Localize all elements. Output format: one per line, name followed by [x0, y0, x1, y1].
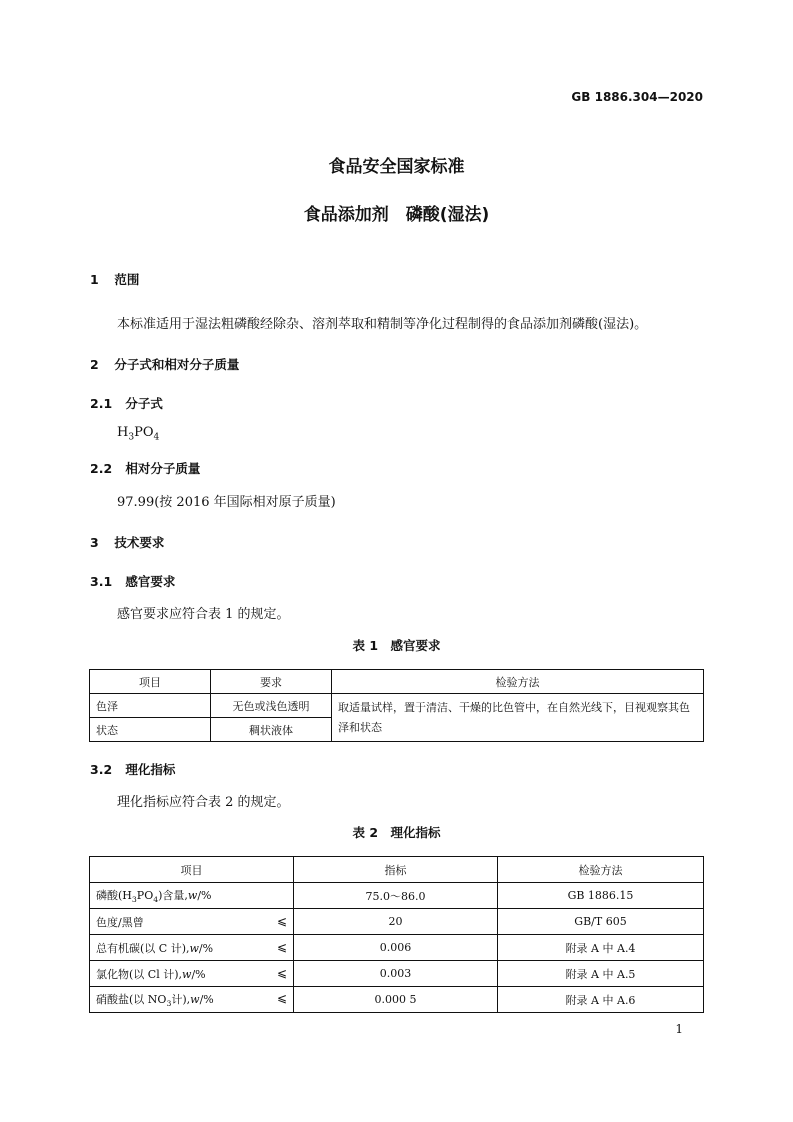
section-number: 3	[90, 535, 99, 550]
section-3-2-heading	[90, 760, 175, 778]
method-cell: 附录 A 中 A.5	[498, 961, 704, 987]
item-text: 总有机碳(以 C 计),	[96, 941, 190, 955]
section-3-1-heading	[90, 572, 175, 590]
item-text: 磷酸(H	[96, 888, 132, 902]
method-cell: 取适量试样，置于清洁、干燥的比色管中，在自然光线下，目视观察其色泽和状态	[332, 694, 704, 742]
section-number: 3.2	[90, 762, 113, 777]
item-symbol: w	[182, 967, 192, 981]
section-number: 2.1	[90, 396, 113, 411]
molecular-weight: 97.99(按 2016 年国际相对原子质量)	[117, 495, 336, 510]
section-3-2-text: 理化指标应符合表 2 的规定。	[117, 795, 290, 810]
physicochemical-table	[89, 856, 704, 1013]
item-text: PO	[136, 888, 154, 902]
section-2-2-heading	[90, 459, 200, 477]
column-header: 要求	[211, 670, 332, 694]
section-title: 相对分子质量	[125, 461, 201, 476]
document-title: 食品安全国家标准	[328, 157, 465, 177]
column-header: 项目	[90, 670, 211, 694]
section-title: 技术要求	[114, 535, 165, 550]
table-header-row	[90, 670, 704, 694]
section-title: 范围	[114, 272, 140, 287]
item-text: 计),	[171, 992, 191, 1006]
leq-symbol: ⩽	[276, 965, 287, 980]
item-cell	[90, 961, 294, 987]
value-cell: 0.000 5	[294, 987, 498, 1013]
item-symbol: w	[189, 941, 199, 955]
formula-part: H	[117, 425, 129, 440]
section-2-heading	[90, 355, 239, 373]
table-1-caption: 表 1 感官要求	[352, 638, 441, 653]
value-cell: 0.003	[294, 961, 498, 987]
item-cell: 状态	[90, 718, 211, 742]
table-row	[90, 883, 704, 909]
section-number: 2	[90, 357, 99, 372]
item-text: /%	[191, 967, 206, 981]
leq-symbol: ⩽	[276, 990, 287, 1005]
section-title: 分子式	[125, 396, 163, 411]
requirement-cell: 无色或浅色透明	[211, 694, 332, 718]
table-row	[90, 961, 704, 987]
column-header: 检验方法	[332, 670, 704, 694]
method-cell: GB 1886.15	[498, 883, 704, 909]
section-1-text: 本标准适用于湿法粗磷酸经除杂、溶剂萃取和精制等净化过程制得的食品添加剂磷酸(湿法)。	[117, 317, 648, 332]
item-cell	[90, 909, 294, 935]
section-3-heading	[90, 533, 164, 551]
section-1-heading	[90, 270, 139, 288]
leq-symbol: ⩽	[276, 939, 287, 954]
section-title: 感官要求	[125, 574, 176, 589]
column-header: 指标	[294, 857, 498, 883]
section-number: 3.1	[90, 574, 113, 589]
sensory-requirements-table	[89, 669, 704, 742]
formula-part: PO	[134, 425, 154, 440]
requirement-cell: 稠状液体	[211, 718, 332, 742]
item-symbol: w	[187, 888, 198, 902]
section-title: 理化指标	[125, 762, 176, 777]
value-cell: 20	[294, 909, 498, 935]
table-2-caption: 表 2 理化指标	[352, 825, 441, 840]
standard-code: GB 1886.304—2020	[571, 90, 703, 104]
leq-symbol: ⩽	[276, 913, 287, 928]
table-header-row	[90, 857, 704, 883]
molecular-formula	[117, 425, 159, 443]
item-text: /%	[198, 941, 214, 955]
item-cell	[90, 883, 294, 909]
document-subtitle: 食品添加剂 磷酸(湿法)	[303, 205, 490, 225]
section-number: 2.2	[90, 461, 113, 476]
page-number: 1	[675, 1022, 683, 1036]
item-text: /%	[197, 888, 212, 902]
section-number: 1	[90, 272, 99, 287]
item-cell: 色泽	[90, 694, 211, 718]
column-header: 检验方法	[498, 857, 704, 883]
formula-subscript: 4	[153, 432, 160, 443]
value-cell: 75.0～86.0	[294, 883, 498, 909]
item-text: )含量,	[158, 888, 188, 902]
formula-subscript: 3	[128, 432, 135, 443]
section-2-1-heading	[90, 394, 163, 412]
item-text: /%	[199, 992, 214, 1006]
section-title: 分子式和相对分子质量	[114, 357, 240, 372]
method-cell: GB/T 605	[498, 909, 704, 935]
table-row	[90, 935, 704, 961]
column-header: 项目	[90, 857, 294, 883]
value-cell: 0.006	[294, 935, 498, 961]
section-3-1-text: 感官要求应符合表 1 的规定。	[117, 607, 290, 622]
method-cell: 附录 A 中 A.6	[498, 987, 704, 1013]
table-row	[90, 987, 704, 1013]
item-subscript: 3	[131, 895, 137, 905]
item-cell	[90, 935, 294, 961]
table-row	[90, 909, 704, 935]
item-subscript: 4	[153, 895, 159, 905]
item-text: 色度/黑曾	[96, 915, 144, 929]
item-cell	[90, 987, 294, 1013]
item-subscript: 3	[166, 999, 172, 1009]
item-text: 硝酸盐(以 NO	[96, 992, 167, 1006]
item-symbol: w	[190, 992, 200, 1006]
table-row	[90, 694, 704, 718]
method-cell: 附录 A 中 A.4	[498, 935, 704, 961]
item-text: 氯化物(以 Cl 计),	[96, 967, 183, 981]
